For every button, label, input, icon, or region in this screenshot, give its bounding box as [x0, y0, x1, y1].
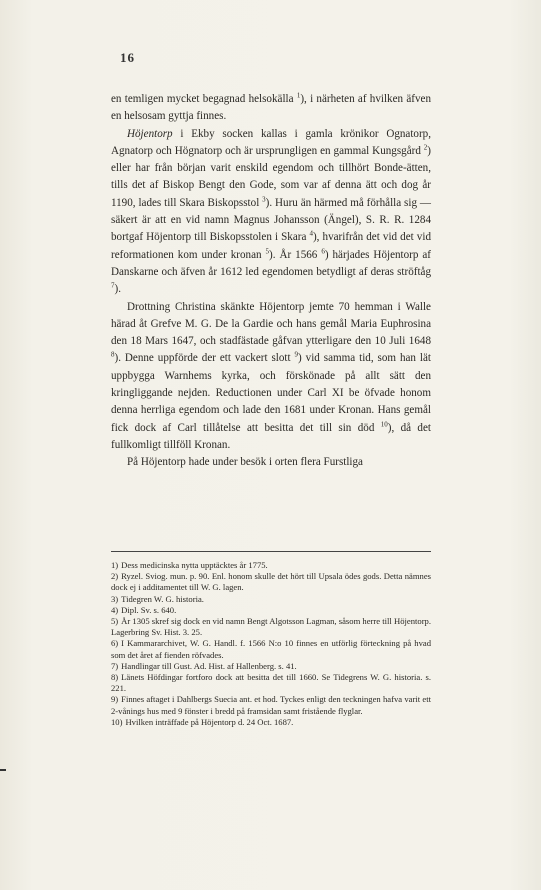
footnote-reference: 7: [111, 281, 115, 290]
footnotes: [111, 560, 431, 728]
footnote: [111, 672, 431, 694]
footnote-text: Tidegren W. G. historia.: [121, 593, 204, 604]
main-text: [111, 91, 431, 472]
footnote: [111, 616, 431, 638]
footnote: [111, 560, 431, 571]
footnote: [111, 571, 431, 593]
italic-place-name: Höjentorp: [127, 127, 173, 140]
footnote-number: 9): [111, 694, 119, 705]
page-number: 16: [120, 50, 135, 65]
text-run: ). Denne uppförde der ett vackert slott: [114, 352, 295, 365]
text-run: ), då det fullkomligt tillföll Kronan.: [111, 421, 431, 451]
footnote-reference: 10: [380, 419, 388, 428]
footnote-text: Länets Höfdingar fortforo dock att besitta det till 1660. Se Tidegrens W. G. historia. s. 221.: [111, 672, 431, 694]
footnote-text: År 1305 skref sig dock en vid namn Bengt Algotsson Lagman, såsom herre till Höjentorp. Lagerbring Sv. Hist. 3. 25.: [111, 616, 431, 638]
text-run: ) härjades Höjentorp af Danskarne och äfven år 1612 led egendomen betydligt af deras ströftåg: [111, 248, 432, 278]
footnote-number: 3): [111, 593, 119, 604]
text-run: ), i närheten af hvilken äfven en helsosam gyttja finnes.: [111, 93, 431, 123]
paragraph-furstliga-besok: [111, 454, 431, 471]
footnote-number: 10): [111, 716, 123, 727]
footnote-text: Dipl. Sv. s. 640.: [121, 604, 177, 615]
footnote: [111, 605, 431, 616]
footnote-reference: 4: [309, 229, 313, 238]
footnote-text: Handlingar till Gust. Ad. Hist. af Hallenberg. s. 41.: [121, 660, 297, 671]
footnote: [111, 694, 431, 716]
text-run: ) eller har från början varit enskild egendom och tillhört Bonde-ätten, tills det af Biskop Bengt den Gode, som var af denna ätt och dog år 1190, lades till Skara Biskopsstol: [111, 144, 431, 209]
text-run: ). År 1566: [269, 248, 322, 261]
footnote: [111, 638, 431, 660]
footnote-text: I Kammararchivet, W. G. Handl. f. 1566 N:o 10 finnes en utförlig förteckning på hvad som det året af fienden röfvades.: [111, 638, 431, 660]
footnote-number: 6): [111, 638, 119, 649]
text-run: ). Huru än härmed må förhålla sig — säkert är att en vid namn Magnus Johansson (Ängel), S. R. R. 1284 bortgaf Höjentorp till Biskopsstolen i Skara: [111, 196, 431, 244]
text-run: i Ekby socken kallas i gamla krönikor Ognatorp, Agnatorp och Högnatorp och är ursprungligen en gammal Kungsgård: [111, 127, 431, 157]
footnote-number: 4): [111, 604, 119, 615]
footnote-reference: 2: [423, 143, 428, 152]
footnote-number: 7): [111, 660, 119, 671]
text-run: Drottning Christina skänkte Höjentorp jemte 70 hemman i Walle härad åt Grefve M. G. De la Gardie och hans gemål Maria Euphrosina den 18 Mars 1647, och stadfästade gåfvan ytterligare den 10 Juli 1648: [111, 300, 431, 348]
footnote-text: Ryzel. Sviog. mun. p. 90. Enl. honom skulle det hört till Upsala ödes gods. Detta nämnes dock ej i additamentet till W. G. lagen.: [111, 571, 431, 593]
footnote-reference: 3: [262, 195, 266, 204]
footnote: [111, 661, 431, 672]
footnote-number: 2): [111, 571, 119, 582]
text-run: ), hvarifrån det vid det vid reformationen kom under kronan: [111, 231, 431, 261]
footnote-reference: 1: [296, 91, 301, 100]
margin-mark: [0, 769, 6, 771]
footnote-text: Finnes aftaget i Dahlbergs Suecia ant. et hod. Tyckes enligt den teckningen hafva varit ett 2-vånings hus med 9 fönster i bredd på framsidan samt fristående flyglar.: [111, 694, 431, 716]
paragraph-continuation: [111, 91, 431, 126]
footnote-text: Dess medicinska nytta upptäcktes år 1775.: [121, 560, 268, 570]
footnote-number: 1): [111, 560, 119, 570]
footnote-divider: [111, 551, 431, 552]
text-run: en temligen mycket begagnad helsokälla: [111, 93, 297, 105]
text-run: ) vid samma tid, som han lät uppbygga Warnhems kyrka, och förskönade på allt sätt den kringliggande nejden. Reductionen under Carl XI be öfvade honom denna herrliga egendom och lade den 1681 under Kronan. Hans gemål fick dock af Carl tillåtelse att besitta det till sin död: [111, 352, 431, 434]
text-run: ).: [114, 283, 121, 296]
footnote: [111, 594, 431, 605]
footnote-reference: 8: [111, 350, 115, 359]
footnote-number: 8): [111, 672, 119, 683]
footnote-reference: 5: [265, 246, 270, 255]
footnote-number: 5): [111, 616, 119, 627]
text-run: På Höjentorp hade under besök i orten flera Furstliga: [127, 456, 363, 469]
footnote: [111, 717, 431, 728]
footnote-reference: 9: [294, 350, 299, 359]
paragraph-drottning-christina: [111, 299, 431, 455]
footnote-text: Hvilken inträffade på Höjentorp d. 24 Oct. 1687.: [125, 716, 294, 727]
footnote-reference: 6: [321, 246, 325, 255]
paragraph-hojentorp: [111, 126, 431, 299]
